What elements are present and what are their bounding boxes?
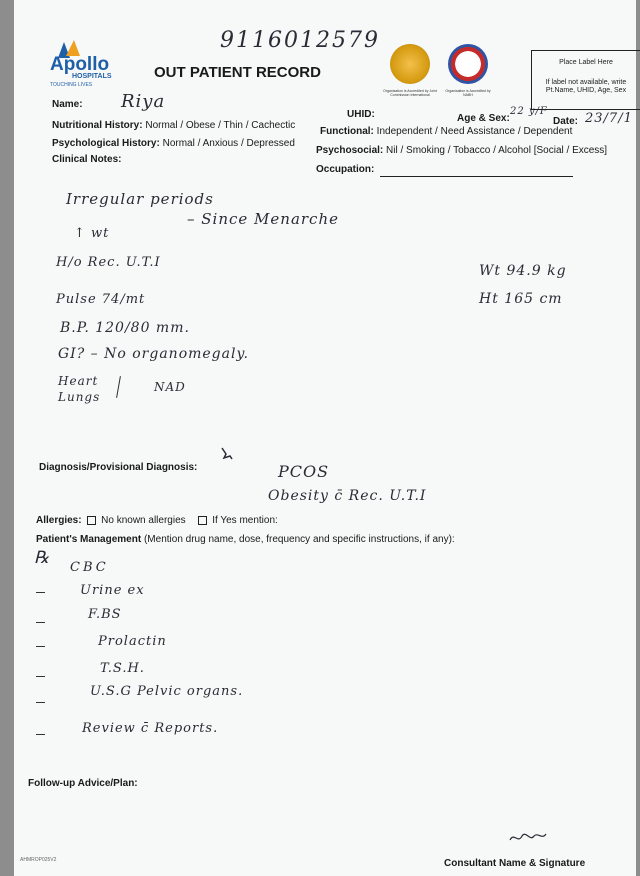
rx-dash [36, 734, 45, 735]
label-box-title: Place Label Here [559, 59, 613, 66]
clinical-notes-label: Clinical Notes: [52, 154, 122, 165]
diagnosis-label: Diagnosis/Provisional Diagnosis: [39, 462, 198, 473]
nabh-seal-icon [448, 44, 488, 84]
nutritional-history [52, 120, 295, 131]
functional-label: Functional: [320, 126, 374, 137]
rx-dash [36, 702, 45, 703]
diagnosis-line-1: PCOS [278, 462, 330, 481]
weight-note: Wt 94.9 kg [479, 263, 567, 279]
note-line-4: H/o Rec. U.T.I [56, 255, 161, 270]
form-code: AHMROP025V2 [20, 857, 57, 863]
allergies-row [36, 515, 278, 526]
nutritional-label: Nutritional History: [52, 120, 143, 131]
functional-status [320, 126, 572, 137]
nad-note: NAD [154, 380, 186, 394]
seal1-caption: Organisation is Accredited by Joint Commission International [383, 89, 437, 97]
psychosocial-status [316, 145, 607, 156]
occupation-label: Occupation: [316, 164, 375, 175]
rx-symbol: ℞ [34, 548, 51, 568]
rx-dash [36, 592, 45, 593]
psychological-options: Normal / Anxious / Depressed [162, 138, 295, 149]
date-value: 23/7/1 [585, 111, 633, 126]
functional-options: Independent / Need Assistance / Dependent [376, 126, 573, 137]
phone-number: 9116012579 [220, 28, 380, 53]
page-title: OUT PATIENT RECORD [154, 64, 321, 81]
apollo-logo [50, 38, 112, 88]
no-allergies-option: No known allergies [101, 515, 186, 526]
ink-scribble-icon [220, 446, 234, 460]
name-value: Riya [121, 91, 166, 112]
date-label: Date: [553, 116, 579, 127]
gi-note: GI? – No organomegaly. [58, 346, 249, 362]
psychological-history [52, 138, 295, 149]
rx-item: Prolactin [98, 634, 167, 649]
bp-note: B.P. 120/80 mm. [60, 320, 190, 336]
jci-seal-icon [390, 44, 430, 84]
pulse-note: Pulse 74/mt [56, 292, 146, 307]
followup-label: Follow-up Advice/Plan: [28, 778, 138, 789]
diagnosis-line-2: Obesity c̄ Rec. U.T.I [268, 488, 427, 504]
management-note: (Mention drug name, dose, frequency and specific instructions, if any): [143, 534, 455, 545]
heart-lungs-separator [116, 376, 121, 398]
signature-label: Consultant Name & Signature [444, 858, 586, 869]
psychological-label: Psychological History: [52, 138, 160, 149]
age-sex-value: 22 y/F [510, 106, 548, 117]
psychosocial-options: Nil / Smoking / Tobacco / Alcohol [Social / Excess] [386, 145, 608, 156]
occupation-line [380, 176, 573, 177]
rx-item: Urine ex [80, 583, 145, 598]
allergies-label: Allergies: [36, 515, 82, 526]
rx-item: Review c̄ Reports. [82, 721, 219, 736]
lungs-note: Lungs [58, 390, 101, 404]
seal2-caption: Organisation is Accredited by NABH [445, 89, 491, 97]
management-row [36, 534, 455, 545]
note-line-1: Irregular periods [66, 190, 214, 208]
psychosocial-label: Psychosocial: [316, 145, 384, 156]
doctor-signature [508, 830, 548, 844]
place-label-box [531, 50, 640, 110]
rx-dash [36, 622, 45, 623]
no-allergies-checkbox[interactable] [87, 516, 96, 525]
management-label: Patient's Management [36, 534, 142, 545]
logo-brand: Apollo [50, 54, 110, 75]
logo-tagline: TOUCHING LIVES [50, 82, 93, 88]
yes-allergies-checkbox[interactable] [198, 516, 207, 525]
rx-dash [36, 646, 45, 647]
rx-dash [36, 676, 45, 677]
nutritional-options: Normal / Obese / Thin / Cachectic [145, 120, 296, 131]
note-line-3: ↑ wt [74, 226, 110, 241]
label-box-note: If label not available, write Pt.Name, UHID, Age, Sex [545, 79, 627, 94]
rx-item: T.S.H. [100, 661, 145, 676]
record-sheet [14, 0, 636, 876]
yes-allergies-option: If Yes mention: [212, 515, 278, 526]
heart-note: Heart [58, 374, 99, 388]
logo-sub: HOSPITALS [72, 73, 112, 80]
rx-item: U.S.G Pelvic organs. [90, 684, 244, 699]
uhid-label: UHID: [347, 109, 375, 120]
height-note: Ht 165 cm [479, 291, 563, 307]
name-label: Name: [52, 99, 83, 110]
age-sex-label: Age & Sex: [457, 113, 510, 124]
rx-item: F.BS [88, 607, 122, 622]
note-line-2: – Since Menarche [187, 210, 339, 228]
rx-item: CBC [70, 560, 109, 575]
